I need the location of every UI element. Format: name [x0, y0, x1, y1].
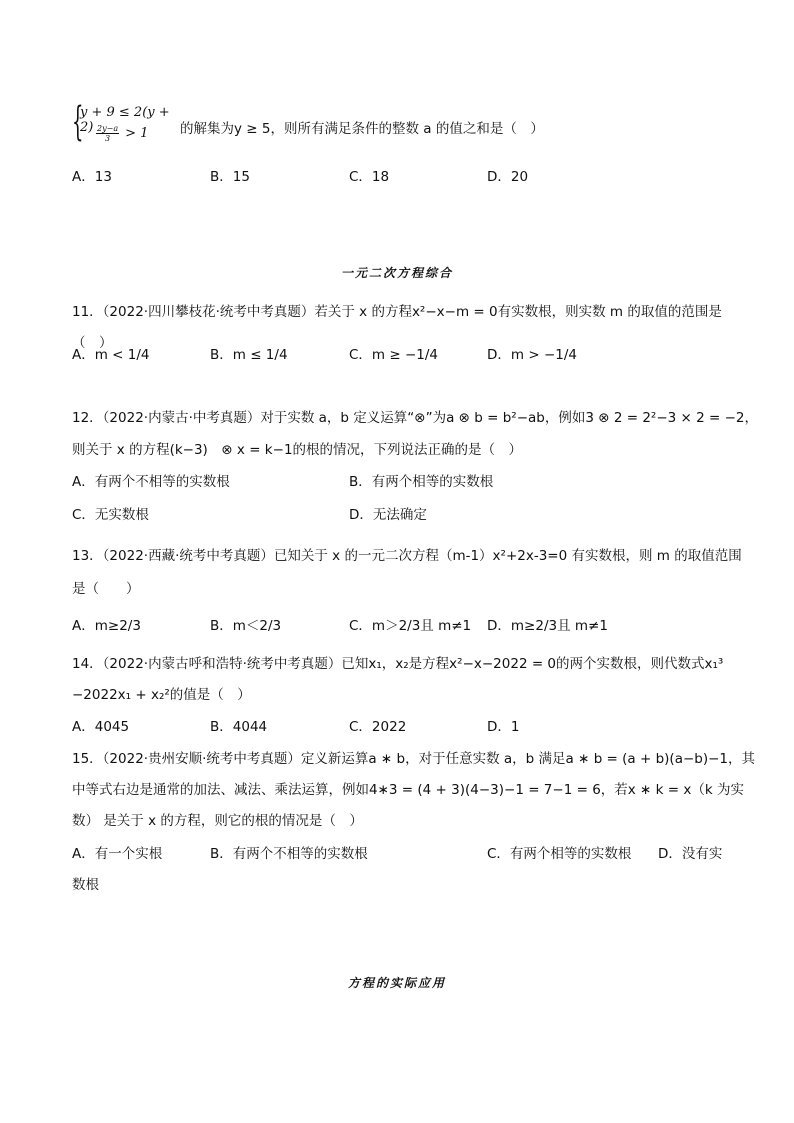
q12-option-d: D．无法确定 [349, 507, 427, 523]
q15-option-a: A．有一个实根 [72, 846, 163, 862]
q11-stem-line1: 11．（2022·四川攀枝花·统考中考真题）若关于 x 的方程x²−x−m = 0有实数根，则实数 m 的取值的范围是 [72, 304, 722, 320]
q14-stem-line1: 14．（2022·内蒙古呼和浩特·统考中考真题）已知x₁，x₂是方程x²−x−2022 = 0的两个实数根，则代数式x₁³ [72, 656, 724, 672]
q11-option-c: C．m ≥ −1/4 [349, 347, 439, 363]
q15-stem-line1: 15．（2022·贵州安顺·统考中考真题）定义新运算a ∗ b，对于任意实数 a，b 满足a ∗ b = (a + b)(a−b)−1，其 [72, 751, 756, 767]
q11-option-a: A．m < 1/4 [72, 347, 150, 363]
q12-option-c: C．无实数根 [72, 507, 149, 523]
q15-option-b: B．有两个不相等的实数根 [210, 846, 368, 862]
q10-option-d: D．20 [487, 169, 529, 185]
q10-option-c: C．18 [349, 169, 390, 185]
q12-option-b: B．有两个相等的实数根 [349, 474, 494, 490]
q14-option-a: A．4045 [72, 719, 130, 735]
inequality-2: $\frac{2y-a}{3}$ > 1 [97, 124, 149, 143]
q11-option-b: B．m ≤ 1/4 [210, 347, 288, 363]
q10-option-b: B．15 [210, 169, 250, 185]
q14-stem-line2: −2022x₁ + x₂²的值是（ ） [72, 687, 251, 703]
q13-stem-line2: 是（ ） [72, 581, 140, 597]
q14-option-d: D．1 [487, 719, 520, 735]
q11-option-d: D．m > −1/4 [487, 347, 577, 363]
system-brace: { [72, 99, 84, 145]
section-heading-applications: 方程的实际应用 [347, 976, 446, 990]
q13-option-c: C．m＞2/3且 m≠1 [349, 618, 472, 634]
q12-option-a: A．有两个不相等的实数根 [72, 474, 230, 490]
q14-option-b: B．4044 [210, 719, 268, 735]
q10-option-a: A．13 [72, 169, 112, 185]
q10-stem: 的解集为y ≥ 5，则所有满足条件的整数 a 的值之和是（ ） [180, 121, 544, 137]
q15-stem-line2: 中等式右边是通常的加法、减法、乘法运算，例如4∗3 = (4 + 3)(4−3)−1 = 7−1 = 6，若x ∗ k = x（k 为实 [72, 782, 744, 798]
fraction: $\frac{2y-a}{3}$ [97, 124, 119, 143]
q13-stem-line1: 13．（2022·西藏·统考中考真题）已知关于 x 的一元二次方程（m-1）x²+2x-3=0 有实数根，则 m 的取值范围 [72, 548, 742, 564]
q15-option-d: D．没有实 [658, 846, 723, 862]
q15-option-d-continued: 数根 [72, 877, 99, 893]
q14-option-c: C．2022 [349, 719, 407, 735]
inequality-system [72, 99, 182, 146]
q13-option-b: B．m＜2/3 [210, 618, 282, 634]
q13-option-a: A．m≥2/3 [72, 618, 141, 634]
q11-stem-line2: （ ） [72, 335, 113, 351]
inequality-1: y + 9 ≤ 2(y + 2) [80, 105, 170, 135]
q12-stem-line1: 12．（2022·内蒙古·中考真题）对于实数 a，b 定义运算“⊗”为a ⊗ b = b²−ab，例如3 ⊗ 2 = 2²−3 × 2 = −2， [72, 410, 759, 426]
q12-stem-line2: 则关于 x 的方程(k−3) ⊗ x = k−1的根的情况，下列说法正确的是（ ） [72, 442, 523, 458]
section-heading-quadratic: 一元二次方程综合 [340, 266, 453, 280]
q15-option-c: C．有两个相等的实数根 [487, 846, 632, 862]
q13-option-d: D．m≥2/3且 m≠1 [487, 618, 608, 634]
q15-stem-line3: 数） 是关于 x 的方程，则它的根的情况是（ ） [72, 813, 363, 829]
